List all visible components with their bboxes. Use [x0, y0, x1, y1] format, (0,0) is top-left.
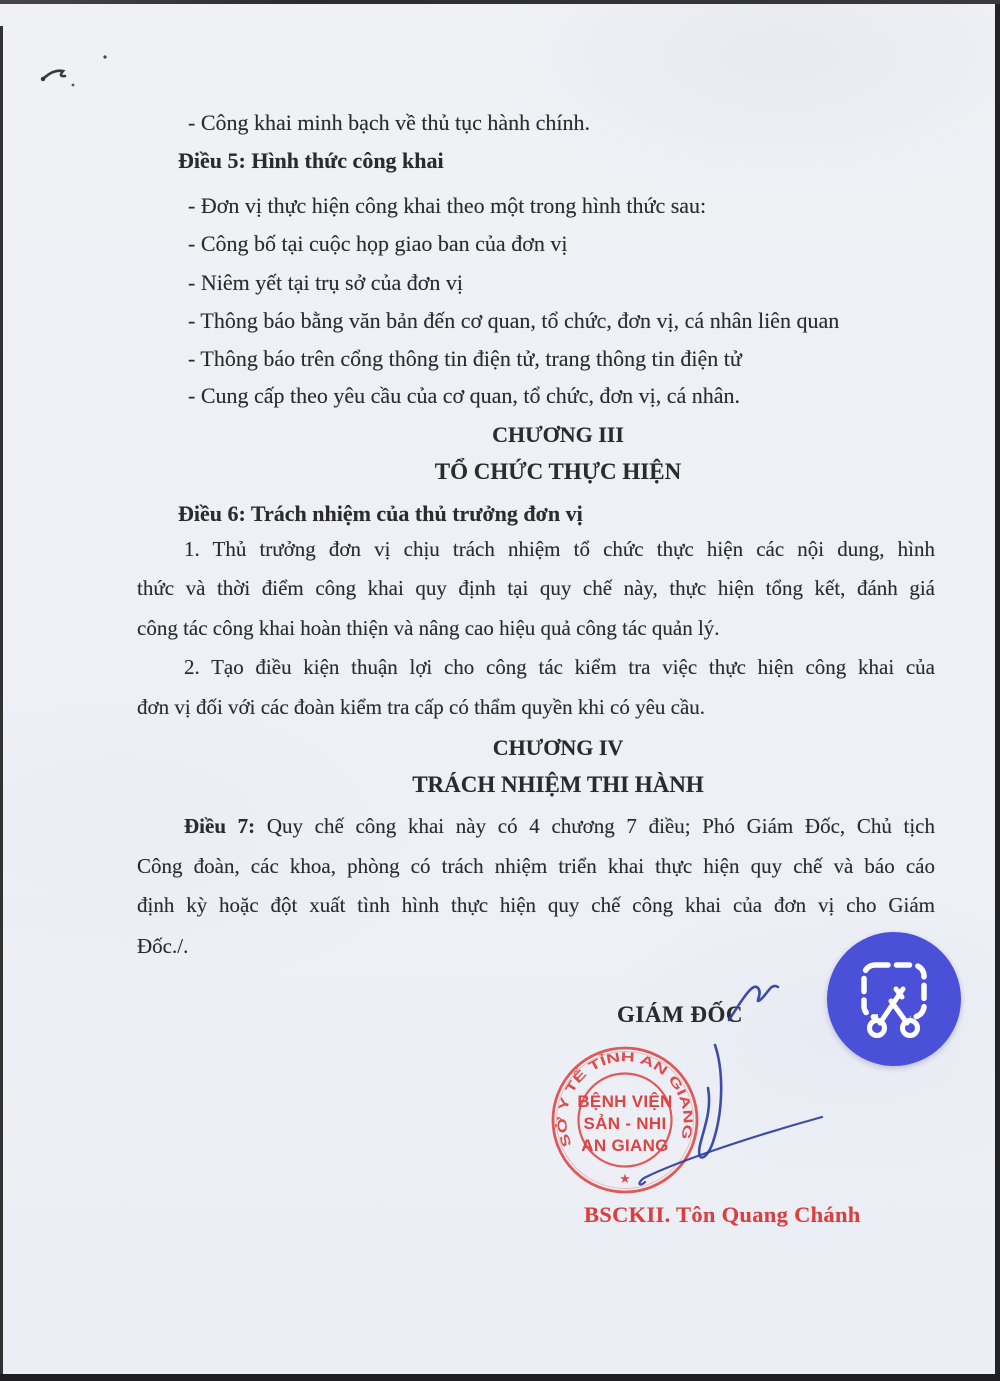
- chapter-3-title: TỔ CHỨC THỰC HIỆN: [434, 459, 682, 484]
- article-6-para-2-line-1: 2. Tạo điều kiện thuận lợi cho công tác kiểm tra việc thực hiện công khai của: [184, 655, 935, 679]
- article-7-line-1-text: Quy chế công khai này có 4 chương 7 điều; Phó Giám Đốc, Chủ tịch: [255, 814, 935, 838]
- stamp-center-line-3: AN GIANG: [581, 1136, 669, 1155]
- ink-smudge: [34, 50, 124, 95]
- signature-stroke: [620, 1030, 840, 1200]
- signature-flick-stroke: [723, 972, 793, 1028]
- article-6-heading: Điều 6: Trách nhiệm của thủ trưởng đơn vị: [178, 501, 583, 526]
- form-item-3: - Niêm yết tại trụ sở của đơn vị: [188, 270, 463, 295]
- article-6-para-1-line-1: 1. Thủ trưởng đơn vị chịu trách nhiệm tổ chức thực hiện các nội dung, hình: [184, 537, 935, 561]
- form-item-5: - Thông báo trên cổng thông tin điện tử, trang thông tin điện tử: [188, 346, 742, 371]
- scan-edge-left: [0, 26, 3, 1381]
- stamp-star: ★: [619, 1171, 631, 1186]
- article-7-line-2: Công đoàn, các khoa, phòng có trách nhiệm triển khai thực hiện quy chế và báo cáo: [137, 854, 935, 878]
- chapter-4-kicker: CHƯƠNG IV: [492, 735, 624, 760]
- scan-edge-right: [995, 4, 1000, 1381]
- article-6-para-2-line-2: đơn vị đối với các đoàn kiểm tra cấp có thẩm quyền khi có yêu cầu.: [137, 695, 706, 719]
- director-title: GIÁM ĐỐC: [617, 1002, 744, 1027]
- article-7-line-4: Đốc./.: [137, 934, 189, 958]
- form-item-1: - Đơn vị thực hiện công khai theo một trong hình thức sau:: [188, 193, 707, 218]
- chapter-3-kicker: CHƯƠNG III: [492, 422, 624, 447]
- chapter-4-title: TRÁCH NHIỆM THI HÀNH: [412, 772, 704, 797]
- article-6-para-1-line-3: công tác công khai hoàn thiện và nâng cao hiệu quả công tác quản lý.: [137, 616, 720, 640]
- article-6-para-1-line-2: thức và thời điểm công khai quy định tại quy chế này, thực hiện tổng kết, đánh giá: [137, 576, 935, 600]
- crop-screenshot-fab[interactable]: [827, 932, 961, 1066]
- form-item-4: - Thông báo bằng văn bản đến cơ quan, tổ chức, đơn vị, cá nhân liên quan: [188, 308, 840, 333]
- crop-scissors-icon: [856, 957, 932, 1041]
- form-item-6: - Cung cấp theo yêu cầu của cơ quan, tổ chức, đơn vị, cá nhân.: [188, 383, 740, 408]
- scan-edge-top: [0, 0, 1000, 4]
- scan-edge-bottom: [0, 1374, 1000, 1381]
- stamp-ring-textpath: SỞ Y TẾ TỈNH AN GIANG: [554, 1049, 696, 1149]
- stamp-center-line-2: SẢN - NHI: [583, 1114, 667, 1133]
- article-5-heading: Điều 5: Hình thức công khai: [178, 148, 444, 173]
- article-7-line-1: [137, 814, 935, 839]
- article-7-line-3: định kỳ hoặc đột xuất tình hình thực hiện quy chế công khai của đơn vị cho Giám: [137, 893, 935, 917]
- stamp-center-line-1: BỆNH VIỆN: [577, 1092, 673, 1111]
- article-7-label: Điều 7:: [184, 814, 256, 838]
- doc-line-admin-transparency: - Công khai minh bạch về thủ tục hành chính.: [188, 110, 591, 135]
- signer-name: BSCKII. Tôn Quang Chánh: [584, 1202, 861, 1227]
- form-item-2: - Công bố tại cuộc họp giao ban của đơn vị: [188, 231, 568, 256]
